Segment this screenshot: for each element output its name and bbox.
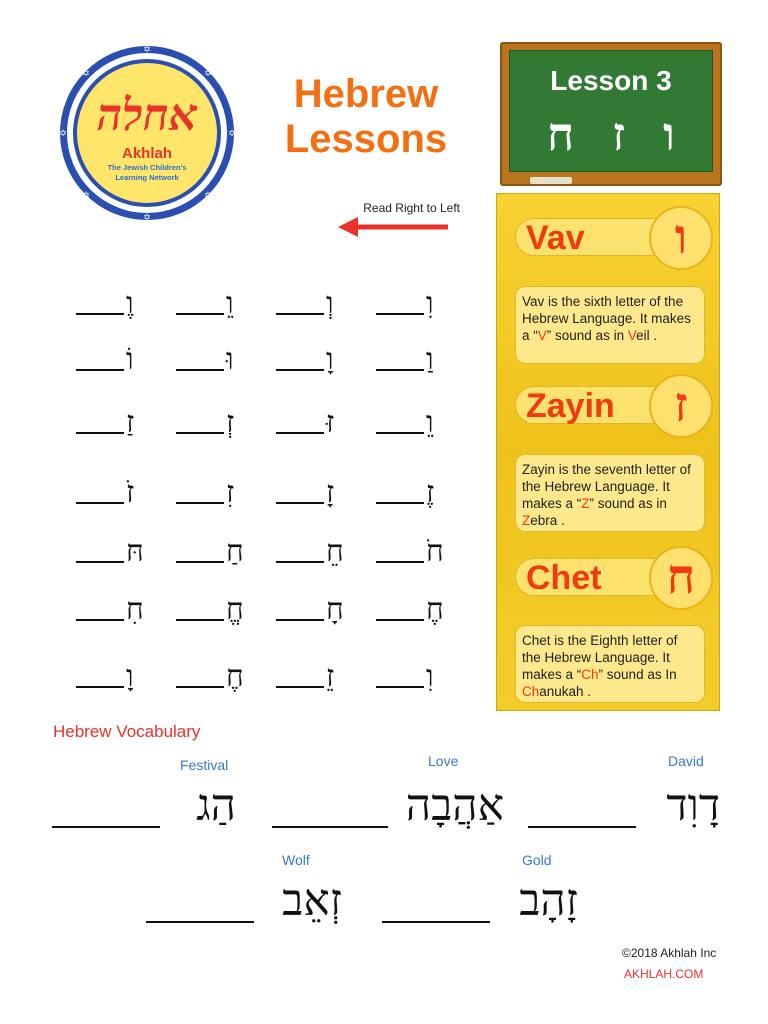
worksheet-cell [374,589,474,629]
answer-line [146,921,254,923]
chalk-piece [530,177,572,184]
answer-line [276,619,324,621]
hebrew-syllable: וַ [426,342,434,377]
desc-text: Zayin is the seventh letter of the Hebrew Language. It makes a “ [522,462,691,511]
akhlah-logo [58,44,236,222]
desc-example-rest: eil . [636,328,658,343]
answer-line [176,432,224,434]
answer-line [76,619,124,621]
letter-glyph-circle: ו [649,206,713,270]
worksheet-cell [274,402,374,442]
worksheet-row [74,472,474,512]
letter-name: Chet [526,559,602,597]
answer-line [376,502,424,504]
desc-sound: V [537,328,547,343]
answer-line [376,432,424,434]
answer-line [376,686,424,688]
svg-text:✡: ✡ [228,128,236,138]
letter-glyph-circle: ז [649,374,713,438]
worksheet-cell [74,402,174,442]
answer-line [376,619,424,621]
answer-line [76,432,124,434]
answer-line [376,561,424,563]
answer-line [276,561,324,563]
desc-sound: Z [581,496,590,511]
vocab-label: David [668,753,704,769]
letter-glyph-circle: ח [649,546,713,610]
svg-text:Learning Network: Learning Network [115,173,179,182]
worksheet-cell [74,283,174,323]
letter-description [515,286,705,364]
answer-line [376,369,424,371]
hebrew-syllable: וּ [226,342,234,377]
worksheet-cell [74,339,174,379]
vocab-label: Wolf [282,852,310,868]
title-line-2: Lessons [284,117,448,161]
answer-line [382,921,490,923]
chalkboard-surface [509,50,713,172]
worksheet-cell [374,656,474,696]
answer-line [272,826,388,828]
desc-example-highlight: Z [522,513,531,528]
hebrew-syllable: חִ [126,592,144,627]
answer-line [176,561,224,563]
lesson-letters [510,107,712,161]
worksheet-cell [274,656,374,696]
hebrew-syllable: חּ [126,534,144,569]
letter-name: Zayin [526,387,615,425]
hebrew-syllable: וָ [326,342,334,377]
worksheet-cell [174,656,274,696]
lesson-number: Lesson 3 [550,65,672,96]
worksheet-cell [74,472,174,512]
answer-line [176,369,224,371]
answer-line [76,686,124,688]
desc-text: ” sound as in [546,328,628,343]
lesson-chalkboard [500,42,722,186]
worksheet-cell [274,472,374,512]
worksheet-row [74,531,474,571]
hebrew-syllable: וֹ [126,342,134,377]
answer-line [76,561,124,563]
site-link[interactable]: AKHLAH.COM [624,967,704,981]
worksheet-cell [374,339,474,379]
desc-text: ” sound as In [598,667,677,682]
worksheet-row [74,589,474,629]
hebrew-syllable: וֵ [226,286,234,321]
hebrew-syllable: חֵ [326,534,344,569]
svg-text:✡: ✡ [82,190,90,200]
hebrew-syllable: זּ [326,405,335,440]
vocab-word: זְאֵב [282,875,342,926]
title-line-1: Hebrew [293,72,439,116]
letter-description [515,625,705,703]
answer-line [276,432,324,434]
worksheet-cell [74,656,174,696]
vocab-word: אַהֲבָה [405,780,504,831]
worksheet-cell [74,531,174,571]
desc-text: Chet is the Eighth letter of the Hebrew Language. It makes a “ [522,633,678,682]
desc-sound: Ch [581,667,599,682]
answer-line [176,686,224,688]
hebrew-syllable: חֱ [226,592,244,627]
worksheet-row [74,283,474,323]
worksheet-cell [374,472,474,512]
board-letter: ח [547,107,575,161]
worksheet-cell [374,531,474,571]
answer-line [376,313,424,315]
svg-text:✡: ✡ [204,190,212,200]
worksheet-cell [174,472,274,512]
hebrew-syllable: וֶ [126,286,134,321]
hebrew-syllable: זֹ [126,475,135,510]
hebrew-syllable: וִ [426,659,434,694]
hebrew-syllable: וָ [126,659,134,694]
vocab-label: Gold [522,852,552,868]
letter-name: Vav [526,219,585,257]
page-title [250,72,482,162]
hebrew-syllable: זָ [326,475,335,510]
desc-text: ” sound as in [589,496,667,511]
worksheet-row [74,402,474,442]
answer-line [276,369,324,371]
worksheet-cell [174,531,274,571]
worksheet-cell [174,283,274,323]
answer-line [528,826,636,828]
hebrew-syllable: חֹ [426,534,444,569]
svg-text:✡: ✡ [143,212,151,222]
worksheet-cell [174,339,274,379]
svg-text:✡: ✡ [82,68,90,78]
hebrew-syllable: זֶ [426,475,435,510]
hebrew-syllable: זְ [226,405,235,440]
hebrew-syllable: חֶ [226,659,244,694]
hebrew-syllable: וֵ [426,405,434,440]
desc-example-rest: anukah . [539,684,592,699]
svg-text:✡: ✡ [59,128,67,138]
hebrew-syllable: חָ [326,592,344,627]
read-direction-label: Read Right to Left [363,201,460,215]
arrow-left-icon [338,216,450,238]
hebrew-syllable: זִ [226,475,235,510]
vocab-label: Love [428,753,459,769]
answer-line [276,686,324,688]
copyright: ©2018 Akhlah Inc [622,946,717,960]
letter-description [515,454,705,532]
hebrew-syllable: חֶ [426,592,444,627]
hebrew-syllable: וְ [326,286,334,321]
answer-line [76,369,124,371]
answer-line [276,502,324,504]
vocab-word: זָהָב [519,875,578,926]
worksheet-cell [274,531,374,571]
vocabulary-title: Hebrew Vocabulary [53,722,201,741]
worksheet-cell [274,283,374,323]
hebrew-syllable: זַ [126,405,135,440]
vocab-word: דָוִד [666,780,720,831]
worksheet-row [74,656,474,696]
desc-example-rest: ebra . [530,513,565,528]
desc-text: Vav is the sixth letter of the Hebrew Language. It makes a “ [522,294,691,343]
answer-line [176,502,224,504]
svg-text:✡: ✡ [204,68,212,78]
answer-line [52,826,160,828]
answer-line [276,313,324,315]
answer-line [176,313,224,315]
logo-name: Akhlah [121,145,173,162]
worksheet-cell [174,402,274,442]
worksheet-cell [74,589,174,629]
vocab-label: Festival [180,757,229,773]
svg-text:The Jewish Children's: The Jewish Children's [107,163,187,172]
vocab-word: הַג [196,780,236,831]
board-letter: ז [612,107,626,161]
desc-example-highlight: V [627,328,637,343]
hebrew-syllable: חַ [226,534,244,569]
answer-line [76,502,124,504]
worksheet-cell [374,283,474,323]
answer-line [176,619,224,621]
worksheet-cell [174,589,274,629]
hebrew-syllable: זֵ [326,659,335,694]
desc-example-highlight: Ch [522,684,540,699]
logo-hebrew: אחלה [96,90,198,141]
hebrew-syllable: וִ [426,286,434,321]
worksheet-cell [374,402,474,442]
board-letter: ו [663,107,675,161]
worksheet-row [74,339,474,379]
svg-text:✡: ✡ [143,44,151,54]
answer-line [76,313,124,315]
worksheet-cell [274,339,374,379]
worksheet-cell [274,589,374,629]
letters-panel [496,193,720,711]
